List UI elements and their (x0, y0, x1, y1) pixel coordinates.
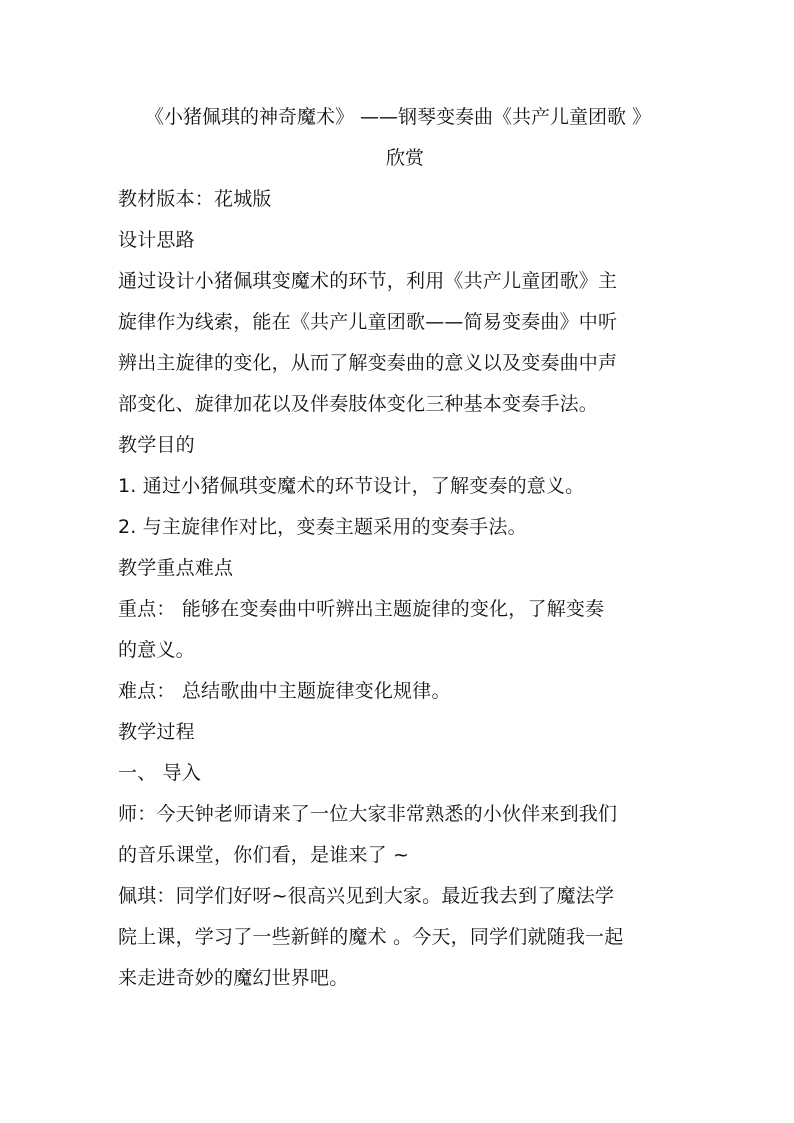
section-heading-keypoints: 教学重点难点 (118, 557, 234, 579)
paragraph-line: 辨出主旋律的变化，从而了解变奏曲的意义以及变奏曲中声 (118, 352, 618, 374)
dialogue-line: 来走进奇妙的魔幻世界吧。 (118, 967, 349, 989)
document-title-continued: 欣赏 (385, 147, 424, 169)
dialogue-line: 佩琪：同学们好呀~很高兴见到大家。最近我去到了魔法学 (118, 885, 615, 907)
section-heading-design: 设计思路 (118, 229, 195, 251)
keypoint-line: 重点： 能够在变奏曲中听辨出主题旋律的变化，了解变奏 (118, 598, 605, 620)
section-heading-process: 教学过程 (118, 721, 195, 743)
keypoint-line: 的意义。 (118, 639, 195, 661)
dialogue-line: 院上课，学习了一些新鲜的魔术 。今天，同学们就随我一起 (118, 926, 624, 948)
difficulty-line: 难点： 总结歌曲中主题旋律变化规律。 (118, 680, 451, 702)
process-step-heading: 一、 导入 (118, 762, 202, 784)
objective-item: 2. 与主旋律作对比，变奏主题采用的变奏手法。 (118, 516, 527, 538)
dialogue-line: 的音乐课堂，你们看，是谁来了 ~ (118, 844, 410, 866)
document-title: 《小猪佩琪的神奇魔术》 ——钢琴变奏曲《共产儿童团歌 》 (144, 106, 652, 128)
textbook-version: 教材版本：花城版 (118, 188, 272, 210)
paragraph-line: 部变化、旋律加花以及伴奏肢体变化三种基本变奏手法。 (118, 393, 599, 415)
dialogue-line: 师：今天钟老师请来了一位大家非常熟悉的小伙伴来到我们 (118, 803, 618, 825)
paragraph-line: 通过设计小猪佩琪变魔术的环节，利用《共产儿童团歌》主 (118, 270, 618, 292)
section-heading-objectives: 教学目的 (118, 434, 195, 456)
document-body (118, 97, 678, 999)
paragraph-line: 旋律作为线索，能在《共产儿童团歌——简易变奏曲》中听 (118, 311, 618, 333)
objective-item: 1. 通过小猪佩琪变魔术的环节设计，了解变奏的意义。 (118, 475, 585, 497)
